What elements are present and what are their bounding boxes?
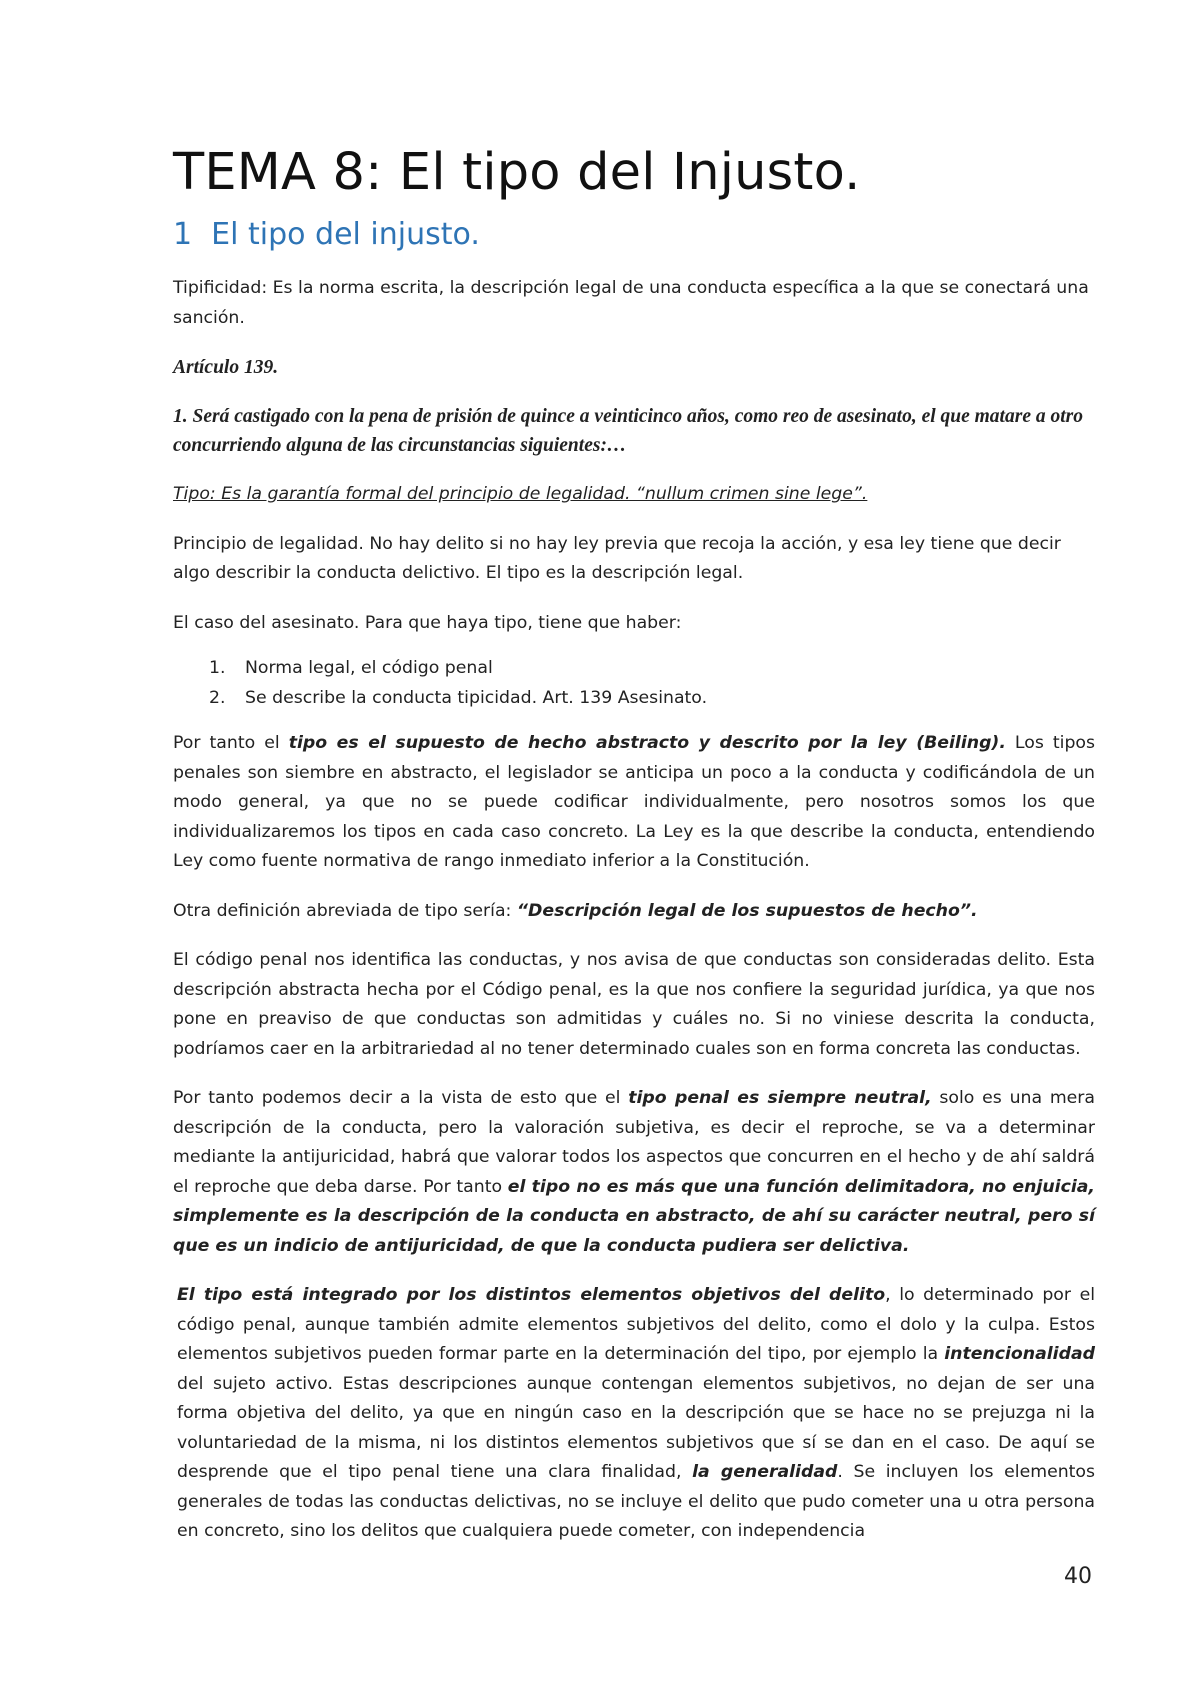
text-run: . Se incluyen los elementos generales de todas las conductas delictivas, no se incluye el delito que pudo cometer una u otra persona en concreto, sino los delitos que cualquiera puede cometer, con independencia: [177, 1462, 1095, 1541]
page-number: 40: [1064, 1564, 1092, 1589]
emphasis-text: tipo es el supuesto de hecho abstracto y descrito por la ley (Beiling).: [288, 733, 1006, 753]
asesinato-paragraph: El caso del asesinato. Para que haya tipo, tiene que haber:: [173, 612, 682, 633]
list-text: Norma legal, el código penal: [245, 658, 493, 678]
definicion-abreviada-paragraph: [173, 897, 1095, 927]
elementos-objetivos-paragraph: [173, 1281, 1095, 1547]
article-text: 1. Será castigado con la pena de prisión de quince a veinticinco años, como reo de asesinato, el que matare a otro concurriendo alguna de las circunstancias siguientes:…: [173, 406, 1083, 456]
text-run: del sujeto activo. Estas descripciones aunque contengan elementos subjetivos, no dejan de ser una forma objetiva del delito, ya que en ningún caso en la descripción que se hace no se prejuzga ni la voluntariedad de la misma, ni los distintos elementos subjetivos que sí se dan en el caso. De aquí se desprende que el tipo penal tiene una clara finalidad,: [177, 1373, 1095, 1482]
section-number: 1: [173, 217, 193, 252]
text-run: , lo determinado por el código penal, aunque también admite elementos subjetivos del delito, como el dolo y la culpa. Estos elementos subjetivos pueden formar parte en la determinación del tipo, por ejemplo la: [177, 1285, 1096, 1364]
text-run: solo es una mera descripción de la conducta, pero la valoración subjetiva, es decir el reproche, se va a determinar mediante la antijuricidad, habrá que valorar todos los aspectos que concurren en el hecho y de ahí saldrá el reproche que deba darse. Por tanto: [173, 1088, 1096, 1197]
list-number: 1.: [209, 658, 226, 678]
text-run: Otra definición abreviada de tipo sería:: [173, 900, 517, 921]
text-run: Por tanto podemos decir a la vista de esto que el: [173, 1088, 629, 1108]
tipificidad-paragraph: Tipificidad: Es la norma escrita, la descripción legal de una conducta específica a la que se conectará una sanción.: [173, 278, 1089, 328]
list-number: 2.: [209, 687, 226, 708]
page-content: [173, 140, 1095, 1567]
section-title: El tipo del injusto.: [211, 217, 480, 252]
tipo-abstracto-paragraph: [173, 729, 1095, 877]
emphasis-text: El tipo está integrado por los distintos elementos objetivos del delito: [177, 1285, 886, 1305]
emphasis-text: intencionalidad: [944, 1344, 1095, 1364]
emphasis-text: “Descripción legal de los supuestos de hecho”.: [516, 900, 978, 921]
list-item: [209, 654, 1095, 684]
text-run: Por tanto el: [173, 733, 289, 753]
document-title: TEMA 8: El tipo del Injusto.: [173, 143, 861, 202]
list-item: [209, 684, 1095, 714]
codigo-penal-paragraph: El código penal nos identifica las conductas, y nos avisa de que conductas son consideradas delito. Esta descripción abstracta hecha por el Código penal, es la que nos confiere la seguridad jurídica, ya que nos pone en preaviso de que conductas son admitidas y cuáles no. Si no viniese descrita la conducta, podríamos caer en la arbitrariedad al no tener determinado cuales son en forma concreta las conductas.: [173, 950, 1095, 1059]
tipo-definition: Tipo: Es la garantía formal del principio de legalidad. “nullum crimen sine lege”.: [173, 484, 868, 504]
emphasis-text: el tipo no es más que una función delimitadora, no enjuicia, simplemente es la descripción de la conducta en abstracto, de ahí su carácter neutral, pero sí que es un indicio de antijuricidad, de que la conducta pudiera ser delictiva.: [173, 1176, 1095, 1256]
emphasis-text: la generalidad: [692, 1462, 838, 1482]
text-run: Los tipos penales son siembre en abstracto, el legislador se anticipa un poco a la conducta y codificándola de un modo general, ya que no se puede codificar individualmente, pero nosotros somos los que individualizaremos los tipos en cada caso concreto. La Ley es la que describe la conducta, entendiendo Ley como fuente normativa de rango inmediato inferior a la Constitución.: [173, 733, 1095, 871]
section-heading: [173, 216, 1095, 254]
tipo-neutral-paragraph: [173, 1084, 1095, 1261]
article-heading: Artículo 139.: [173, 357, 279, 378]
requirements-list: [173, 654, 1095, 713]
emphasis-text: tipo penal es siempre neutral,: [628, 1088, 932, 1108]
list-text: Se describe la conducta tipicidad. Art. 139 Asesinato.: [245, 687, 708, 708]
legalidad-paragraph: Principio de legalidad. No hay delito si no hay ley previa que recoja la acción, y esa ley tiene que decir algo describir la conducta delictivo. El tipo es la descripción legal.: [173, 533, 1061, 583]
